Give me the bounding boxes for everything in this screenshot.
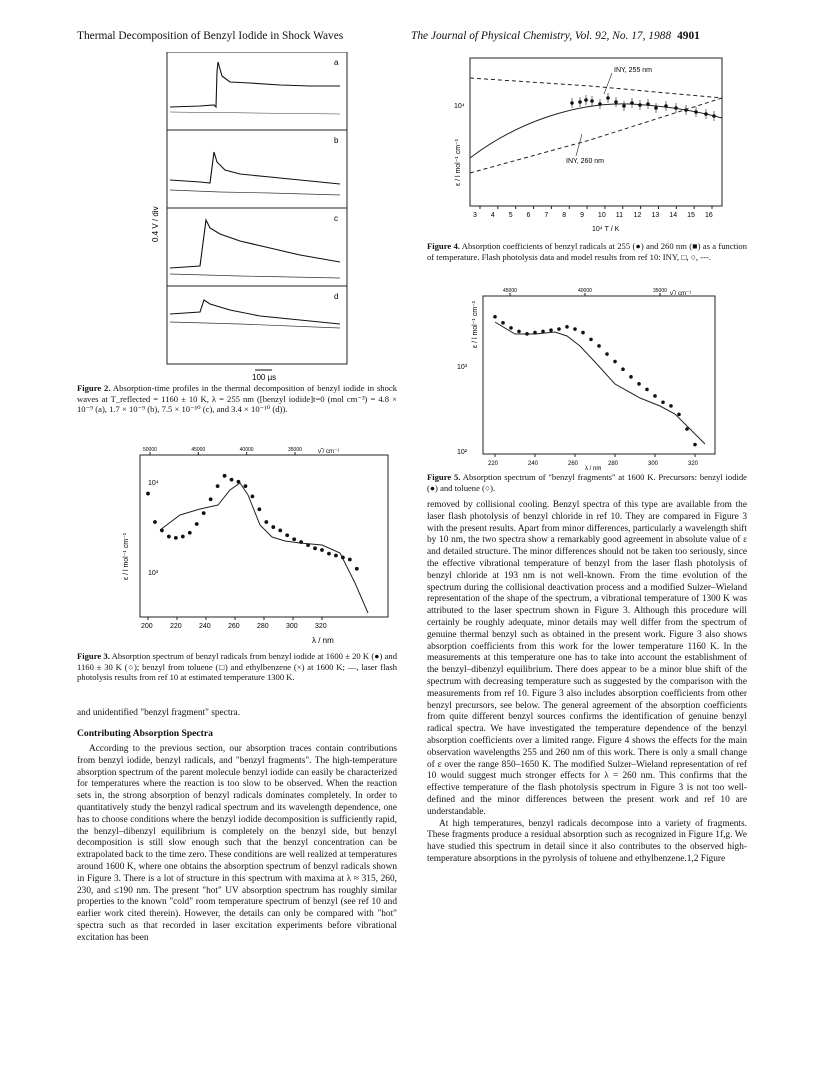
left-column-body [77, 744, 397, 945]
figure5-point [613, 360, 617, 364]
figure3-y-label: ε / l mol⁻¹ cm⁻¹ [123, 532, 130, 580]
figure5-plot-area [483, 296, 715, 454]
figure5-caption [427, 472, 747, 493]
section-heading: Contributing Absorption Spectra [77, 728, 213, 739]
figure4-annotation-leader-top [604, 73, 612, 94]
figure5-top-tick-label-0: 45000 [503, 288, 517, 294]
figure5-x-label: λ / nm [585, 466, 602, 470]
figure3-plot-area [140, 455, 388, 617]
figure3-point [188, 531, 192, 535]
time-scale-label: 100 µs [252, 373, 277, 382]
figure4-x-tick-label-6: 9 [580, 212, 584, 219]
figure5-point [517, 330, 521, 334]
figure3-x-tick-label-0: 200 [141, 623, 153, 630]
figure3-y-tick-0: 10⁴ [148, 480, 159, 487]
figure3-point [251, 494, 255, 498]
figure4-x-tick-label-10: 13 [651, 212, 660, 219]
trace-a [170, 62, 340, 107]
figure5-x-tick-label-5: 320 [688, 461, 699, 467]
figure5-point [565, 325, 569, 329]
figure2-oscilloscope-panels [140, 52, 380, 382]
figure3-point [153, 520, 157, 524]
figure5-y-tick-1: 10² [457, 449, 468, 456]
figure3-point [278, 529, 282, 533]
figure3-point [348, 558, 352, 562]
figure5-point [509, 326, 513, 330]
trace-c [170, 220, 340, 268]
figure3-point [167, 535, 171, 539]
figure3-point [146, 492, 150, 496]
figure3-point [320, 548, 324, 552]
figure5-point [597, 344, 601, 348]
panel-label-b: b [334, 136, 339, 145]
figure3-point [264, 520, 268, 524]
figure5-point [661, 400, 665, 404]
figure5-point [629, 375, 633, 379]
figure5-x-tick-label-1: 240 [528, 461, 539, 467]
figure5-x-tick-label-0: 220 [488, 461, 499, 467]
figure4-x-tick-label-11: 14 [669, 212, 678, 219]
figure5-top-tick-label-1: 40000 [578, 288, 592, 294]
figure4-y-tick-0: 10⁴ [454, 103, 465, 110]
figure4-solid-curve [470, 104, 722, 158]
figure5-point [549, 328, 553, 332]
figure5-fit-curve [495, 322, 705, 444]
figure5-point [693, 443, 697, 447]
figure3-point [292, 537, 296, 541]
trace-b-lower [170, 190, 340, 195]
figure5-caption-text: Absorption spectrum of "benzyl fragments" at 1600 K. Precursors: benzyl iodide (●) and toluene (○). [427, 472, 747, 493]
running-header-title: Thermal Decomposition of Benzyl Iodide in Shock Waves [77, 30, 344, 42]
figure5-point [637, 382, 641, 386]
figure3-caption-text: Absorption spectrum of benzyl radicals from benzyl iodide at 1600 ± 20 K (●) and 1160 ± 30 K (○); benzyl from toluene (□) and ethylbenzene (×) at 1600 K; —, laser flash photolysis results from ref 10 at estimated temperature 1300 K. [77, 651, 398, 683]
page-number: 4901 [677, 30, 700, 42]
panel-label-c: c [334, 214, 338, 223]
trace-d [170, 300, 340, 324]
figure3-point [202, 511, 206, 515]
figure5-point [501, 321, 505, 325]
figure5-point [677, 413, 681, 417]
figure3-point [216, 484, 220, 488]
figure4-dashed-upper [470, 78, 722, 98]
figure5-chart [455, 284, 725, 470]
figure3-x-tick-label-6: 320 [315, 623, 327, 630]
figure3-caption [77, 651, 397, 683]
figure3-caption-label: Figure 3. [77, 651, 110, 661]
figure4-x-tick-label-0: 3 [473, 212, 477, 219]
figure3-y-tick-1: 10³ [148, 570, 159, 577]
figure4-x-tick-label-5: 8 [562, 212, 567, 219]
figure3-x-tick-label-3: 260 [228, 623, 240, 630]
figure3-point [244, 484, 248, 488]
figure3-point [313, 546, 317, 550]
figure3-point [195, 522, 199, 526]
figure2-caption [77, 383, 397, 415]
figure3-top-tick-label-2: 40000 [239, 447, 254, 453]
figure4-x-tick-label-9: 12 [633, 212, 642, 219]
running-header-journal [411, 30, 700, 42]
figure3-point [355, 567, 359, 571]
trace-b [170, 152, 340, 184]
figure4-x-tick-label-3: 6 [526, 212, 531, 219]
figure4-chart [440, 48, 740, 238]
figure4-caption-label: Figure 4. [427, 241, 460, 251]
panel-label-a: a [334, 58, 339, 67]
figure5-point [645, 388, 649, 392]
figure3-point [209, 497, 213, 501]
figure3-point [327, 552, 331, 556]
figure3-x-tick-label-1: 220 [170, 623, 182, 630]
figure3-top-tick-label-1: 45000 [191, 447, 206, 453]
figure4-x-tick-label-1: 4 [490, 212, 495, 219]
figure5-x-tick-label-4: 300 [648, 461, 659, 467]
figure5-point [653, 394, 657, 398]
right-column-body [427, 500, 747, 866]
figure3-point [334, 554, 338, 558]
journal-citation: The Journal of Physical Chemistry, Vol. 92, No. 17, 1988 [411, 30, 672, 42]
figure3-x-tick-label-5: 300 [286, 623, 298, 630]
figure4-x-tick-label-12: 15 [687, 212, 695, 219]
figure5-top-axis-label: ν̃ / cm⁻¹ [670, 291, 692, 297]
figure4-caption [427, 241, 747, 262]
figure3-top-axis-label: ν̃ / cm⁻¹ [318, 449, 340, 455]
figure5-top-tick-label-2: 35000 [653, 288, 667, 294]
figure3-point [181, 535, 185, 539]
figure4-x-label: 10⁴ T / K [592, 226, 620, 233]
figure5-y-label: ε / l mol⁻¹ cm⁻¹ [472, 300, 479, 348]
figure5-y-tick-0: 10³ [457, 364, 468, 371]
figure3-x-tick-label-4: 280 [257, 623, 269, 630]
figure3-point [271, 525, 275, 529]
trace-d-lower [170, 322, 340, 328]
figure3-followup-text: and unidentified "benzyl fragment" spectra. [77, 708, 241, 718]
trace-a-baseline [170, 112, 340, 114]
figure4-annotation-leader-bottom [576, 134, 582, 156]
figure2-caption-text: Absorption-time profiles in the thermal decomposition of benzyl iodide in shock waves at T_reflected = 1160 ± 10 K, λ = 255 nm ([benzyl iodide]t=0 (mol cm⁻³) = 4.8 × 10⁻⁹ (a), 1.7 × 10⁻⁹ (b), 7.5 × 10⁻¹⁰ (c), and 3.4 × 10⁻¹⁰ (d)). [77, 383, 398, 415]
figure2-caption-label: Figure 2. [77, 383, 111, 393]
figure3-chart [100, 445, 400, 647]
figure3-point [230, 478, 234, 482]
figure4-x-tick-label-7: 10 [597, 212, 606, 219]
figure5-point [581, 331, 585, 335]
figure4-x-tick-label-13: 16 [705, 212, 713, 219]
figure5-point [589, 338, 593, 342]
figure5-point [621, 367, 625, 371]
figure5-point [685, 427, 689, 431]
figure5-point [525, 332, 529, 336]
figure4-x-tick-label-8: 11 [615, 212, 624, 219]
figure5-point [605, 352, 609, 356]
figure3-laser-curve [160, 483, 368, 613]
panel-label-d: d [334, 292, 339, 301]
right-paragraph-1: removed by collisional cooling. Benzyl spectra of this type are available from the laser flash photolysis of benzyl chloride in ref 10. They are compared in Figure 3 with the present results. Apart from minor differences, particularly a wavelength shift by 10 nm, the two spectra show a remarkably good agreement in absolute value of ε and detailed structure. The minor differences should not be taken too seriously, since the effective vibrational temperature of benzyl from the laser flash photolysis of benzyl chloride at 193 nm is not well-known. From the time evolution of the spectrum during the collisional deactivation process and a modified Sulzer–Wieland representation of the shape of the spectrum, a vibrational temperature of 1300 K was attributed to the laser spectrum shown in Figure 3. Although this procedure will certainly be roughly adequate, minor details may well differ from the spectrum of genuine thermal benzyl such as obtained in the present work. Figure 3 also shows absorption coefficients from this work for the lower temperature 1160 K. In the measurements at this temperature one has to take into account the establishment of the benzyl–dibenzyl equilibrium. There does appear to be a minor blue shift of the spectrum with decreasing temperature such as suggested by the comparison with the measurements from ref 10. Figure 3 also includes absorption coefficients from other benzyl precursors, see below. The general agreement of the absorption coefficients from quite different benzyl sources confirms the identification of genuine benzyl radical spectra. We have investigated the temperature dependence of the benzyl absorption coefficients over a limited range. Figure 4 shows the effects for the main observation wavelengths 255 and 260 nm of this work. There is only a small change of ε over the range 850–1650 K. The modified Sulzer–Wieland representation of ref 10 would suggest much stronger effects for λ = 260 nm. This confirms that the effective temperature of the flash photolysis spectrum in Figure 3 is not too well-defined and the minor differences between the present work and ref 10 are understandable. [427, 500, 747, 817]
figure5-point [573, 327, 577, 331]
figure4-x-tick-label-4: 7 [544, 212, 549, 219]
figure5-point [493, 315, 497, 319]
figure3-x-tick-label-2: 240 [199, 623, 211, 630]
figure4-x-tick-label-2: 5 [508, 212, 513, 219]
figure4-annotation-bottom: INY, 260 nm [566, 158, 605, 165]
figure5-point [669, 404, 673, 408]
figure3-point [174, 536, 178, 540]
figure3-top-tick-label-3: 35000 [288, 447, 302, 453]
trace-c-lower [170, 274, 340, 278]
figure5-point [533, 331, 537, 335]
figure3-point [257, 507, 261, 511]
figure5-point [541, 330, 545, 334]
figure4-caption-text: Absorption coefficients of benzyl radicals at 255 (●) and 260 nm (■) as a function of temperature. Flash photolysis data and model results from ref 10: INY, □, ○, ---. [427, 241, 747, 262]
figure4-y-label: ε / l mol⁻¹ cm⁻¹ [455, 138, 462, 186]
figure3-point [285, 533, 289, 537]
figure4-annotation-top: INY, 255 nm [614, 67, 653, 74]
figure5-x-tick-label-2: 260 [568, 461, 579, 467]
figure3-top-tick-label-0: 50000 [143, 447, 157, 453]
figure3-point [223, 474, 227, 478]
figure5-x-tick-label-3: 280 [608, 461, 619, 467]
figure2-y-axis-label: 0.4 V / div [151, 206, 160, 242]
figure5-caption-label: Figure 5. [427, 472, 461, 482]
right-paragraph-2: At high temperatures, benzyl radicals decompose into a variety of fragments. These fragments produce a residual absorption such as recognized in Figure 1f,g. We have studied this spectrum in detail since it also contributes to the observed high-temperature absorptions in the pyrolysis of toluene and ethylbenzene.1,2 Figure [427, 818, 747, 864]
left-paragraph: According to the previous section, our absorption traces contain contributions from benzyl iodide, benzyl radicals, and "benzyl fragments". The high-temperature absorption spectrum of the parent molecule benzyl iodide can easily be characterized for temperatures where the reaction is too slow to be observed. When the reaction sets in, the strong absorption of benzyl radicals dominates completely. In order to quantitatively study the benzyl radical spectrum and its wavelength dependence, one has to choose conditions where the benzyl iodide decomposition is sufficiently rapid, the benzyl–dibenzyl equilibrium is completely on the benzyl side, but benzyl decomposition is still slow enough such that the benzyl concentration can be extrapolated back to the time zero. These conditions are well realized at temperatures around 1600 K, where one obtains the absorption spectrum of benzyl radicals shown in Figure 3. There is a lot of structure in this spectrum with maxima at λ ≈ 315, 260, 230, and ≤190 nm. The present "hot" UV absorption spectrum has roughly similar properties to the known "cold" room temperature spectrum of benzyl (see ref 10 and earlier work cited therein). However, the details can only be compared with "hot" spectra such as that recorded in laser excitation experiments before vibrational excitation has been [77, 744, 397, 943]
figure3-x-label: λ / nm [312, 636, 334, 645]
figure5-point [557, 327, 561, 331]
